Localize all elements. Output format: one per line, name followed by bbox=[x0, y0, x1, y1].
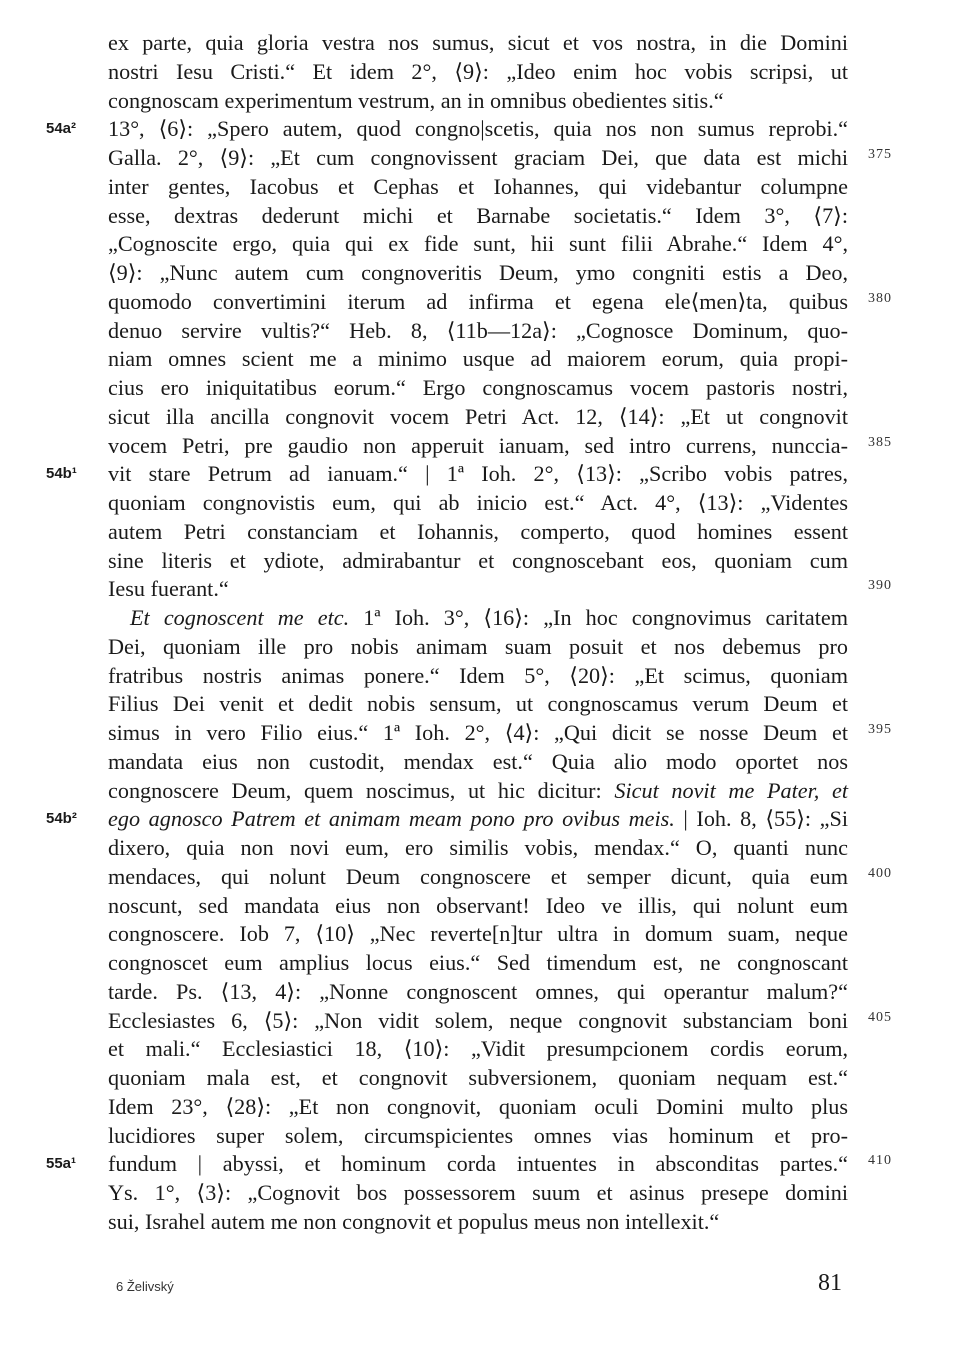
folio-marker: 54a² bbox=[46, 120, 77, 138]
text-line: dixero, quia non novi eum, ero similis vobis, mendax.“ O, quanti nunc bbox=[108, 835, 848, 860]
text-line: ego agnosco Patrem et animam meam pono pro ovibus meis. | Ioh. 8, ⟨55⟩: „Si bbox=[108, 806, 848, 832]
text-line: Ecclesiastes 6, ⟨5⟩: „Non vidit solem, neque congnovit substanciam boni bbox=[108, 1007, 848, 1033]
text-line: fundum | abyssi, et hominum corda intuentes in absconditas partes.“ bbox=[108, 1151, 848, 1177]
text-line: congnoscere. Iob 7, ⟨10⟩ „Nec reverte[n]tur ultra in domum suam, neque bbox=[108, 921, 848, 947]
text-line: Galla. 2°, ⟨9⟩: „Et cum congnovissent graciam Dei, que data est michi bbox=[108, 145, 848, 170]
text-line: ex parte, quia gloria vestra nos sumus, sicut et vos nostra, in die Domini bbox=[108, 30, 848, 55]
text-line: vocem Petri, pre gaudio non apperuit ianuam, sed intro currens, nunccia- bbox=[108, 432, 848, 458]
text-line: mendaces, qui nolunt Deum congnoscere et semper dicunt, quia eum bbox=[108, 863, 848, 889]
text-line: cius ero iniquitatibus eorum.“ Ergo congnoscamus vocem pastoris nostri, bbox=[108, 375, 848, 400]
line-number: 375 bbox=[868, 147, 892, 162]
page-number: 81 bbox=[818, 1270, 842, 1296]
text-line: 13°, ⟨6⟩: „Spero autem, quod congno|scetis, quia nos non sumus reprobi.“ bbox=[108, 116, 848, 142]
text-line: Iesu fuerant.“ bbox=[108, 576, 229, 602]
text-line: ⟨9⟩: „Nunc autem cum congnoveritis Deum, ymo congniti estis a Deo, bbox=[108, 260, 848, 285]
text-line: nostri Iesu Cristi.“ Et idem 2°, ⟨9⟩: „Ideo enim hoc vobis scripsi, ut bbox=[108, 58, 848, 84]
line-number: 390 bbox=[868, 578, 892, 594]
text-line: Idem 23°, ⟨28⟩: „Et non congnovit, quoniam oculi Domini multo plus bbox=[108, 1093, 848, 1119]
text-line: mandata eius non custodit, mendax est.“ Quia alio modo oportet nos bbox=[108, 748, 848, 774]
text-line: vit stare Petrum ad ianuam.“ | 1ª Ioh. 2°, ⟨13⟩: „Scribo vobis patres, bbox=[108, 461, 848, 487]
text-line: Ys. 1°, ⟨3⟩: „Cognovit bos possessorem suum et asinus presepe domini bbox=[108, 1180, 848, 1205]
text-line: sine literis et ydiote, admirabantur et congnoscebant eos, quoniam cum bbox=[108, 547, 848, 573]
text-line: sicut illa ancilla congnovit vocem Petri Act. 12, ⟨14⟩: „Et ut congnovit bbox=[108, 403, 848, 429]
folio-marker: 55a¹ bbox=[46, 1155, 77, 1173]
text-line: Et cognoscent me etc. 1ª Ioh. 3°, ⟨16⟩: „In hoc congnovimus caritatem bbox=[130, 605, 848, 630]
text-line: Filius Dei venit et dedit nobis sensum, ut congnoscamus verum Deum et bbox=[108, 691, 848, 717]
text-line: inter gentes, Iacobus et Cephas et Iohannes, qui videbantur columpne bbox=[108, 173, 848, 199]
text-line: fratribus nostris animas ponere.“ Idem 5°, ⟨20⟩: „Et scimus, quoniam bbox=[108, 662, 848, 688]
italic-quote: Sicut novit me Pater, et bbox=[614, 777, 848, 803]
text-line: congnoscere Deum, quem noscimus, ut hic dicitur: Sicut novit me Pater, et bbox=[108, 777, 848, 803]
line-number: 410 bbox=[868, 1153, 892, 1169]
text-line: esse, dextras dederunt michi et Barnabe societatis.“ Idem 3°, ⟨7⟩: bbox=[108, 202, 848, 228]
line-number: 400 bbox=[868, 865, 892, 881]
text-line: autem Petri constanciam et Iohannis, comperto, quod homines essent bbox=[108, 518, 848, 544]
text-line: congnoscet eum amplius locus eius.“ Sed timendum est, ne congnoscant bbox=[108, 950, 848, 975]
text-line: quoniam congnovistis eum, qui ab inicio est.“ Act. 4°, ⟨13⟩: „Videntes bbox=[108, 490, 848, 515]
line-number: 385 bbox=[868, 434, 892, 450]
text-line: congnoscam experimentum vestrum, an in omnibus obedientes sitis.“ bbox=[108, 87, 724, 113]
text-line: lucidiores super solem, circumspicientes omnes vias hominum et pro- bbox=[108, 1122, 848, 1148]
text-line: Dei, quoniam ille pro nobis animam suam posuit et nos debemus pro bbox=[108, 633, 848, 659]
text-line: quomodo convertimini iterum ad infirma et egena ele⟨men⟩ta, quibus bbox=[108, 288, 848, 314]
text-line: quoniam mala est, et congnovit subversionem, quoniam nequam est.“ bbox=[108, 1065, 848, 1090]
footer-signature: 6 Želivský bbox=[116, 1279, 174, 1294]
italic-quote: ego agnosco Patrem et animam meam pono pro ovibus meis. bbox=[108, 806, 675, 832]
text-line: sui, Israhel autem me non congnovit et populus meus non intellexit.“ bbox=[108, 1208, 720, 1234]
italic-quote: Et cognoscent me etc. bbox=[130, 605, 350, 630]
text-line: niam omnes scient me a minimo usque ad maiorem eorum, quia propi- bbox=[108, 346, 848, 372]
text-line: simus in vero Filio eius.“ 1ª Ioh. 2°, ⟨4⟩: „Qui dicit se nosse Deum et bbox=[108, 720, 848, 745]
text-line: tarde. Ps. ⟨13, 4⟩: „Nonne congnoscent omnes, qui operantur malum?“ bbox=[108, 978, 848, 1004]
text-line: denuo servire vultis?“ Heb. 8, ⟨11b—12a⟩: „Cognosce Dominum, quo- bbox=[108, 317, 848, 343]
text-line: noscunt, sed mandata eius non observant! Ideo ve illis, qui nolunt eum bbox=[108, 892, 848, 918]
text-line: „Cognoscite ergo, quia qui ex fide sunt, hii sunt filii Abrahe.“ Idem 4°, bbox=[108, 231, 848, 257]
folio-marker: 54b¹ bbox=[46, 465, 77, 483]
line-number: 395 bbox=[868, 722, 892, 737]
line-number: 405 bbox=[868, 1009, 892, 1025]
text-line: et mali.“ Ecclesiastici 18, ⟨10⟩: „Vidit presumpcionem cordis eorum, bbox=[108, 1036, 848, 1062]
folio-marker: 54b² bbox=[46, 810, 77, 828]
line-number: 380 bbox=[868, 290, 892, 306]
